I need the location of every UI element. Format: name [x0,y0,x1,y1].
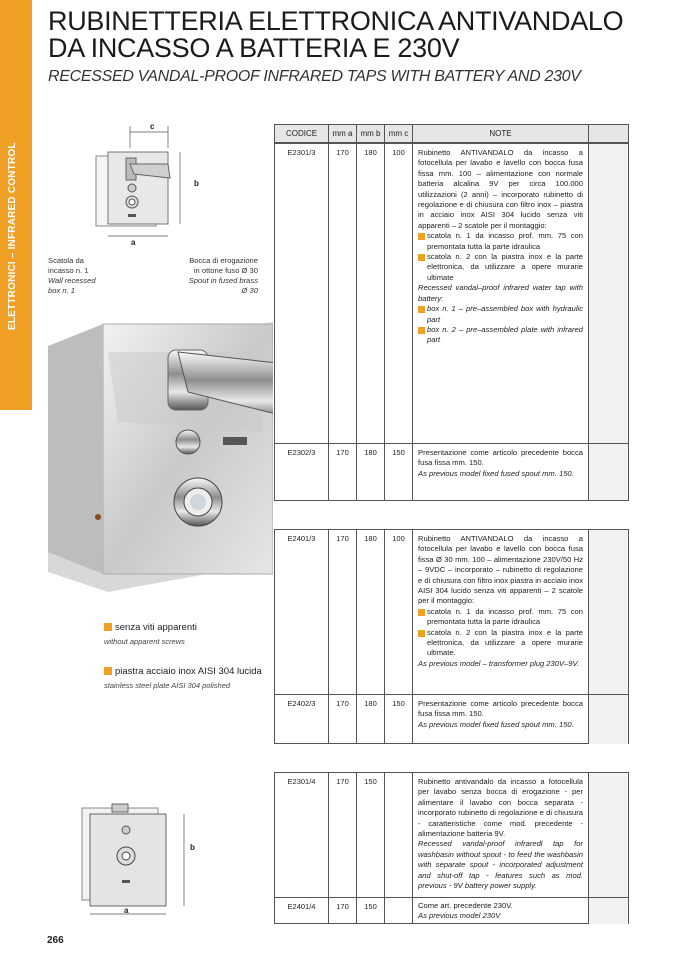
dimension-diagram-1 [88,118,218,258]
feature-steel-plate: piastra acciaio inox AISI 304 lucida stainless steel plate AISI 304 polished [104,666,262,690]
dim-c-label: c [150,122,155,131]
page-title: RUBINETTERIA ELETTRONICA ANTIVANDALO DA INCASSO A BATTERIA E 230V [48,6,624,63]
dim-b2-label: b [190,843,195,852]
product-table-no-spout [274,772,629,924]
table-header: CODICE mm a mm b mm c NOTE [275,125,628,143]
caption-spout: Bocca di erogazione in ottone fuso Ø 30 Spout in fused brass Ø 30 [188,256,258,295]
table-row: E2301/3 170 180 100 Rubinetto ANTIVANDALO da incasso a fotocellula per lavabo e lavello con bocca fusa fissa mm. 100 – alimentazione con normale batteria alcalina 9V per circa 100.000 utilizzazioni (2 anni) – incorporato rubinetto di regolazione e di chiusura con filtro inox – piastra in acciaio inox AISI 304 lucido senza viti apparenti – 2 scatole per il montaggio: scatola n. 1 da incasso prof. mm. 75 con premontata tutta la parte idraulica scatola n. 2 con la piastra inox e la parte elettronica, da utilizzare a opere murarie ultimate Recessed vandal–proof infrared water tap with battery: box n. 1 – pre–assembled box with hydraulic part box n. 2 – pre–assembled plate with infrared part [275,143,628,443]
table-row: E2402/3 170 180 150 Presentazione come articolo precedente bocca fusa fissa mm. 150. As previous model fixed fused spout mm. 150. [275,694,628,744]
dim-a2-label: a [124,906,129,915]
bullet-square-icon [104,667,112,675]
product-table-battery [274,124,629,501]
table-row: E2401/3 170 180 100 Rubinetto ANTIVANDALO da incasso a fotocellula per lavabo e lavello con bocca fusa fissa Ø 30 mm. 100 – alimentazione 230V/50 Hz – 9VDC – incorporato – rubinetto di regolazione e di chiusura con filtro inox piastra in acciaio inox AISI 304 lucido senza viti apparenti – 2 scatole per il montaggio: scatola n. 1 da incasso prof. mm. 75 con premontata tutta la parte idraulica scatola n. 2 con la piastra inox e la parte elettronica, da utilizzare a opere murarie ultimate. As previous model – transformer plug 230V–9V. [275,530,628,694]
table-row: E2401/4 170 150 Come art. precedente 230V. As previous model 230V [275,897,628,924]
dimension-diagram-2 [72,800,202,922]
product-table-230v [274,529,629,744]
bullet-square-icon [104,623,112,631]
section-side-tab [0,0,32,410]
caption-wall-box: Scatola da incasso n. 1 Wall recessed box n. 1 [48,256,96,295]
product-photo [48,312,273,602]
section-label: ELETTRONICI – INFRARED CONTROL [7,142,18,330]
feature-no-screws: senza viti apparenti without apparent screws [104,622,197,646]
page-number: 266 [47,935,64,946]
dim-a-label: a [131,238,136,247]
dim-b-label: b [194,179,199,188]
table-row: E2301/4 170 150 Rubinetto antivandalo da incasso a fotocellula per lavabo senza bocca di erogazione - per alimentare il lavabo con bocca separata - incorporato rubinetto di regolazione e di chiusura - caratteristiche come mod. precedente - alimentazione batteria 9V. Recessed vandal-proof infraredl tap for washbasin without spout - to feed the washbasin with separate spout - incorporated adjustment and shut-off tap - features such as mod. previous - 9V battery power supply. [275,773,628,897]
table-row: E2302/3 170 180 150 Presentazione come articolo precedente bocca fusa fissa mm. 150. As previous model fixed fused spout mm. 150. [275,443,628,500]
page-subtitle: RECESSED VANDAL-PROOF INFRARED TAPS WITH BATTERY AND 230V [48,68,581,85]
